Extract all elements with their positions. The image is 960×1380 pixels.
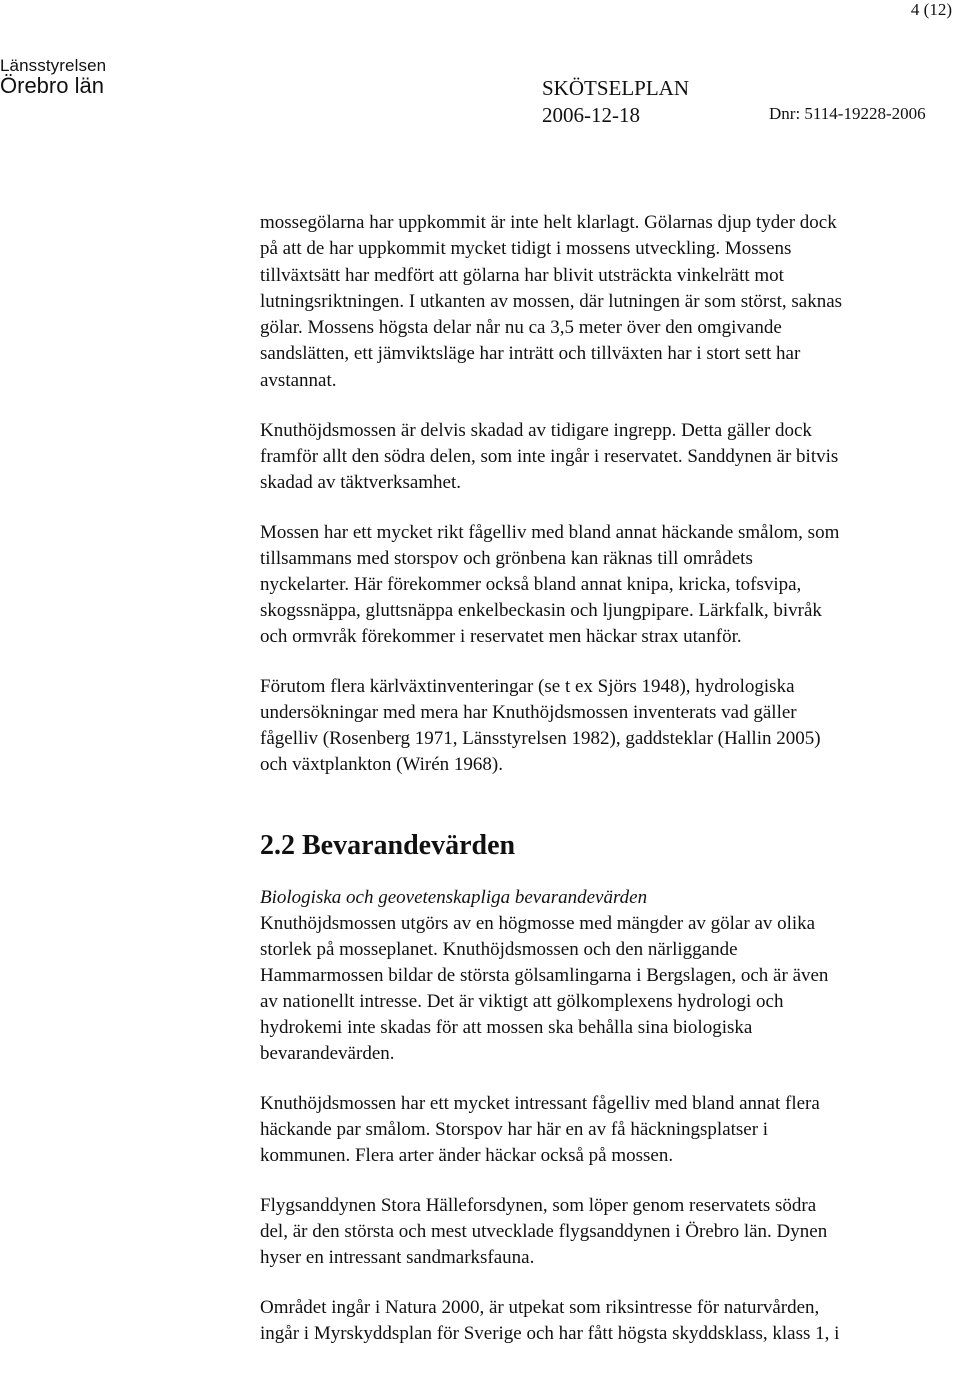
paragraph	[260, 674, 960, 778]
section-subheading: Biologiska och geovetenskapliga bevarandevärden	[260, 887, 648, 909]
text-line: Förutom flera kärlväxtinventeringar (se t ex Sjörs 1948), hydrologiska	[260, 676, 795, 698]
text-line: del, är den största och mest utvecklade flygsanddynen i Örebro län. Dynen	[260, 1221, 828, 1243]
text-line: undersökningar med mera har Knuthöjdsmossen inventerats vad gäller	[260, 702, 797, 724]
document-dnr: Dnr: 5114-19228-2006	[769, 104, 926, 123]
text-line: och växtplankton (Wirén 1968).	[260, 754, 504, 776]
text-line: hyser en intressant sandmarksfauna.	[260, 1247, 535, 1269]
intro-paragraphs	[260, 210, 960, 778]
document-type: SKÖTSELPLAN	[542, 76, 690, 100]
text-line: hydrokemi inte skadas för att mossen ska behålla sina biologiska	[260, 1017, 753, 1039]
text-line: lutningsriktningen. I utkanten av mossen, där lutningen är som störst, saknas	[260, 290, 843, 312]
text-line: fågelliv (Rosenberg 1971, Länsstyrelsen 1982), gaddsteklar (Hallin 2005)	[260, 728, 821, 750]
section-paragraphs	[260, 885, 960, 1347]
text-line: bevarandevärden.	[260, 1043, 395, 1065]
text-line: Knuthöjdsmossen är delvis skadad av tidigare ingrepp. Detta gäller dock	[260, 420, 812, 442]
text-line: kommunen. Flera arter änder häckar också på mossen.	[260, 1145, 674, 1167]
text-line: mossegölarna har uppkommit är inte helt klarlagt. Gölarnas djup tyder dock	[260, 212, 837, 233]
document-body	[260, 210, 960, 1371]
text-line: Hammarmossen bildar de största gölsamlingarna i Bergslagen, och är även	[260, 965, 829, 987]
logo-line-2: Örebro län	[0, 73, 104, 98]
text-line: häckande par smålom. Storspov har här en av få häckningsplatser i	[260, 1119, 769, 1141]
text-line: Knuthöjdsmossen utgörs av en högmosse med mängder av gölar av olika	[260, 913, 816, 935]
text-line: tillsammans med storspov och grönbena kan räknas till områdets	[260, 548, 753, 570]
text-line: gölar. Mossens högsta delar når nu ca 3,5 meter över den omgivande	[260, 317, 782, 339]
text-line: Området ingår i Natura 2000, är utpekat som riksintresse för naturvården,	[260, 1297, 820, 1319]
text-line: och ormvråk förekommer i reservatet men häckar strax utanför.	[260, 626, 742, 648]
text-line: av nationellt intresse. Det är viktigt att gölkomplexens hydrologi och	[260, 991, 784, 1013]
section-heading: 2.2 Bevarandevärden	[260, 830, 516, 862]
text-line: ingår i Myrskyddsplan för Sverige och har fått högsta skyddsklass, klass 1, i	[260, 1323, 840, 1345]
text-line: storlek på mosseplanet. Knuthöjdsmossen och den närliggande	[260, 939, 738, 961]
document-date: 2006-12-18	[542, 103, 640, 127]
text-line: framför allt den södra delen, som inte ingår i reservatet. Sanddynen är bitvis	[260, 446, 839, 468]
paragraph	[260, 1091, 960, 1169]
paragraph	[260, 1193, 960, 1271]
text-line: på att de har uppkommit mycket tidigt i mossens utveckling. Mossens	[260, 238, 792, 260]
paragraph	[260, 885, 960, 1067]
text-line: Mossen har ett mycket rikt fågelliv med bland annat häckande smålom, som	[260, 522, 840, 544]
logo-line-1: Länsstyrelsen	[0, 56, 107, 75]
text-line: avstannat.	[260, 369, 337, 391]
text-line: sandslätten, ett jämviktsläge har inträtt och tillväxten har i stort sett har	[260, 343, 801, 365]
paragraph	[260, 520, 960, 650]
paragraph	[260, 210, 960, 394]
text-line: skogssnäppa, gluttsnäppa enkelbeckasin och ljungpipare. Lärkfalk, bivråk	[260, 600, 822, 622]
organization-logo	[0, 56, 106, 97]
text-line: skadad av täktverksamhet.	[260, 472, 462, 494]
text-line: Knuthöjdsmossen har ett mycket intressant fågelliv med bland annat flera	[260, 1093, 820, 1115]
text-line: nyckelarter. Här förekommer också bland annat knipa, kricka, tofsvipa,	[260, 574, 802, 596]
text-line: Flygsanddynen Stora Hälleforsdynen, som löper genom reservatets södra	[260, 1195, 817, 1217]
page-number: 4 (12)	[910, 0, 952, 19]
paragraph	[260, 418, 960, 496]
text-line: tillväxtsätt har medfört att gölarna har blivit utsträckta vinkelrätt mot	[260, 264, 784, 286]
paragraph	[260, 1295, 960, 1347]
